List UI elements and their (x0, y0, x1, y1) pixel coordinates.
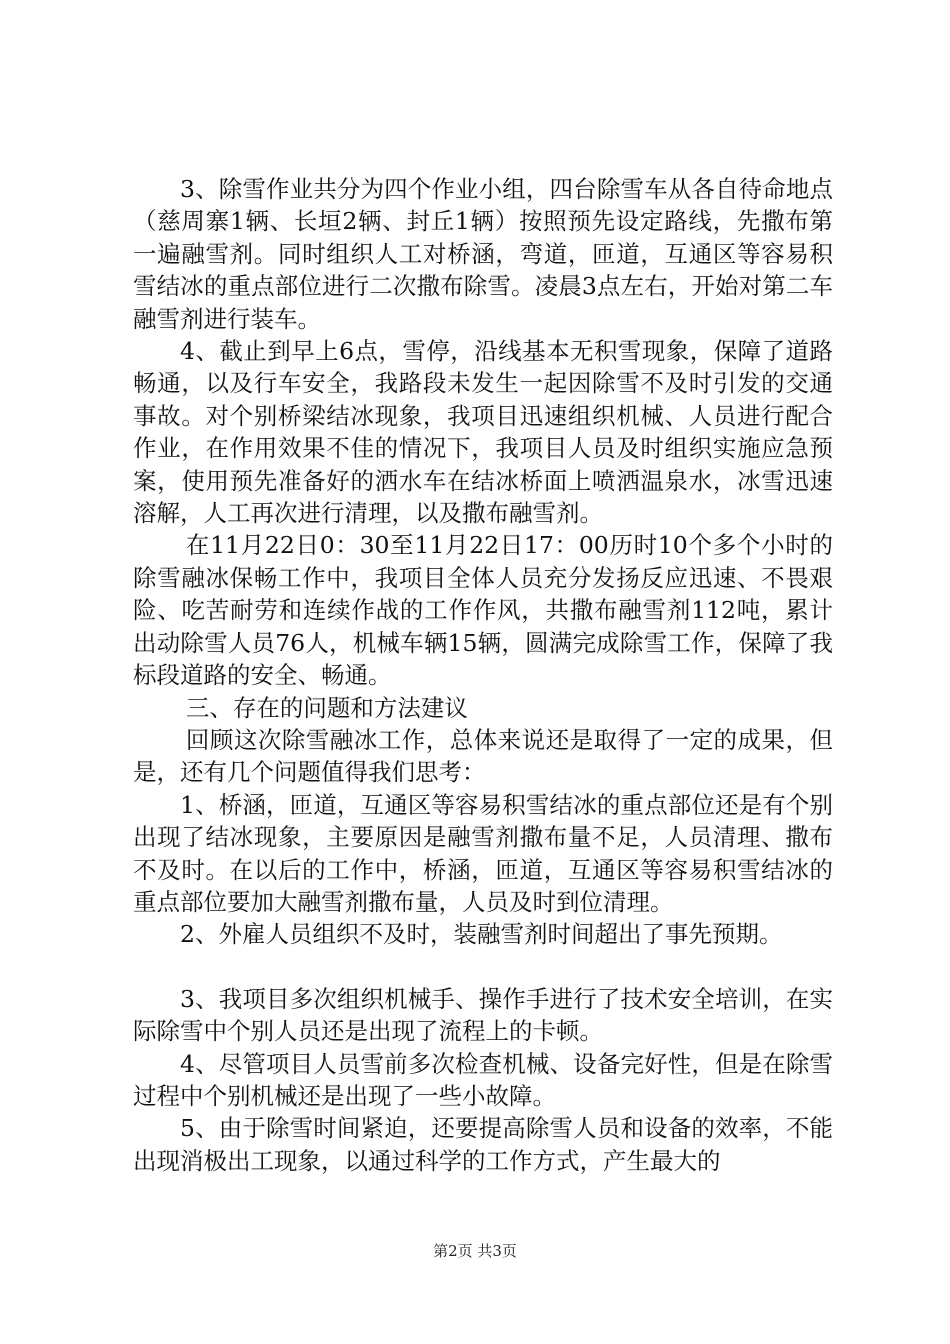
paragraph-item-3-snow-teams: 3、除雪作业共分为四个作业小组，四台除雪车从各自待命地点（慈周寨1辆、长垣2辆、封丘1辆）按照预先设定路线，先撒布第一遍融雪剂。同时组织人工对桥涵，弯道，匝道，互通区等容易积雪结冰的重点部位进行二次撒布除雪。凌晨3点左右，开始对第二车融雪剂进行装车。 (133, 175, 833, 333)
paragraph-problem-5: 5、由于除雪时间紧迫，还要提高除雪人员和设备的效率，不能出现消极出工现象，以通过科学的工作方式，产生最大的 (133, 1114, 833, 1175)
paragraph-problem-2: 2、外雇人员组织不及时，装融雪剂时间超出了事先预期。 (180, 920, 783, 949)
section-heading-problems: 三、存在的问题和方法建议 (185, 693, 468, 722)
paragraph-problem-4: 4、尽管项目人员雪前多次检查机械、设备完好性，但是在除雪过程中个别机械还是出现了一些小故障。 (133, 1049, 833, 1110)
paragraph-review: 回顾这次除雪融冰工作，总体来说还是取得了一定的成果，但是，还有几个问题值得我们思考： (133, 725, 833, 787)
paragraph-summary: 在11月22日0：30至11月22日17：00历时10个多个小时的除雪融冰保畅工作中，我项目全体人员充分发扬反应迅速、不畏艰险、吃苦耐劳和连续作战的工作作风，共撒布融雪剂112吨，累计出动除雪人员76人，机械车辆15辆，圆满完成除雪工作，保障了我标段道路的安全、畅通。 (133, 531, 833, 690)
document-body (133, 173, 833, 1177)
page-number-footer: 第2页 共3页 (433, 1242, 517, 1260)
paragraph-item-4-result: 4、截止到早上6点，雪停，沿线基本无积雪现象，保障了道路畅通，以及行车安全，我路段未发生一起因除雪不及时引发的交通事故。对个别桥梁结冰现象，我项目迅速组织机械、人员进行配合作业，在作用效果不佳的情况下，我项目人员及时组织实施应急预案，使用预先准备好的洒水车在结冰桥面上喷洒温泉水，冰雪迅速溶解，人工再次进行清理，以及撒布融雪剂。 (133, 337, 833, 528)
paragraph-problem-3: 3、我项目多次组织机械手、操作手进行了技术安全培训，在实际除雪中个别人员还是出现了流程上的卡顿。 (133, 984, 833, 1046)
paragraph-problem-1: 1、桥涵，匝道，互通区等容易积雪结冰的重点部位还是有个别出现了结冰现象，主要原因是融雪剂撒布量不足，人员清理、撒布不及时。在以后的工作中，桥涵，匝道，互通区等容易积雪结冰的重点部位要加大融雪剂撒布量，人员及时到位清理。 (133, 790, 833, 916)
